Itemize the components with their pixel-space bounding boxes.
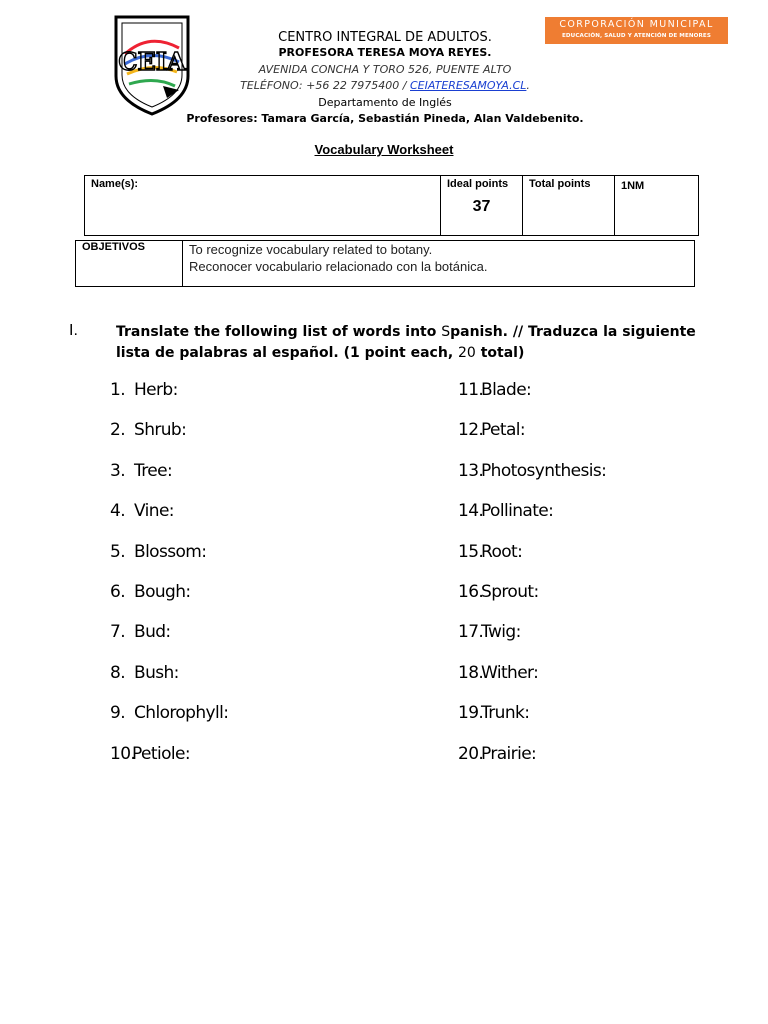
objectives-label: OBJETIVOS bbox=[76, 241, 183, 287]
instruction-part-1: Translate the following list of words into bbox=[116, 324, 442, 340]
vocabulary-word: Trunk: bbox=[481, 703, 530, 724]
vocabulary-word: Bush: bbox=[134, 662, 179, 683]
vocabulary-word: Vine: bbox=[134, 501, 174, 522]
vocabulary-word: Prairie: bbox=[481, 743, 537, 764]
corporacion-logo-line1: CORPORACIÓN MUNICIPAL bbox=[559, 19, 714, 30]
vocabulary-number: 14. bbox=[458, 501, 484, 522]
vocabulary-word: Blossom: bbox=[134, 541, 207, 562]
corporacion-logo-line2: EDUCACIÓN, SALUD Y ATENCIÓN DE MENORES bbox=[562, 33, 711, 39]
vocabulary-word: Petiole: bbox=[132, 743, 191, 764]
ceia-logo-letters: CEIA bbox=[118, 47, 186, 76]
vocabulary-word: Blade: bbox=[481, 380, 532, 400]
school-address: AVENIDA CONCHA Y TORO 526, PUENTE ALTO bbox=[258, 63, 512, 76]
vocabulary-number: 2. bbox=[110, 420, 126, 441]
student-info-table bbox=[84, 175, 699, 236]
vocabulary-number: 8. bbox=[110, 662, 126, 683]
school-contact bbox=[190, 79, 580, 92]
vocabulary-number: 20. bbox=[458, 743, 484, 764]
teachers-list: Profesores: Tamara García, Sebastián Pineda, Alan Valdebenito. bbox=[186, 112, 584, 125]
vocabulary-word: Pollinate: bbox=[481, 501, 554, 522]
objectives-text bbox=[183, 241, 695, 287]
ideal-points-cell bbox=[441, 176, 523, 236]
vocabulary-word: Wither: bbox=[481, 662, 539, 683]
school-named-after: PROFESORA TERESA MOYA REYES. bbox=[278, 46, 492, 59]
total-points-cell[interactable] bbox=[523, 176, 615, 236]
vocabulary-number: 5. bbox=[110, 541, 126, 562]
names-cell[interactable] bbox=[85, 176, 441, 236]
vocabulary-number: 1. bbox=[110, 380, 126, 400]
vocabulary-word: Tree: bbox=[134, 460, 173, 481]
vocabulary-word: Twig: bbox=[481, 622, 521, 643]
vocabulary-number: 15. bbox=[458, 541, 484, 562]
objectives-table bbox=[75, 240, 695, 287]
vocabulary-word: Bud: bbox=[134, 622, 171, 643]
school-website-suffix: . bbox=[526, 79, 530, 92]
ideal-points-value: 37 bbox=[472, 198, 491, 215]
total-points-label: Total points bbox=[529, 178, 591, 190]
section-number: I. bbox=[69, 322, 78, 339]
instruction-part-2: S bbox=[441, 324, 451, 340]
vocabulary-word: Bough: bbox=[134, 582, 191, 602]
vocabulary-number: 7. bbox=[110, 622, 126, 643]
section-instruction bbox=[116, 322, 716, 364]
ideal-points-label: Ideal points bbox=[447, 178, 509, 190]
vocabulary-word: Petal: bbox=[481, 420, 526, 441]
vocabulary-number: 10. bbox=[110, 743, 136, 764]
vocabulary-word: Root: bbox=[481, 541, 523, 562]
department-name: Departamento de Inglés bbox=[318, 96, 452, 109]
vocabulary-number: 12. bbox=[458, 420, 484, 441]
vocabulary-number: 11. bbox=[458, 380, 484, 400]
instruction-part-4: 20 bbox=[458, 345, 476, 361]
vocabulary-number: 6. bbox=[110, 582, 126, 602]
objective-english: To recognize vocabulary related to botany. bbox=[189, 242, 433, 257]
vocabulary-word: Photosynthesis: bbox=[481, 460, 607, 481]
objective-spanish: Reconocer vocabulario relacionado con la botánica. bbox=[189, 259, 488, 274]
level-cell bbox=[615, 176, 699, 236]
vocabulary-number: 19. bbox=[458, 703, 484, 724]
level-label: 1NM bbox=[621, 180, 645, 192]
school-name: CENTRO INTEGRAL DE ADULTOS. bbox=[278, 30, 492, 45]
vocabulary-number: 13. bbox=[458, 460, 484, 481]
vocabulary-number: 3. bbox=[110, 460, 126, 481]
vocabulary-word: Chlorophyll: bbox=[134, 703, 229, 724]
school-phone: TELÉFONO: +56 22 7975400 / bbox=[240, 79, 410, 92]
worksheet-title: Vocabulary Worksheet bbox=[314, 142, 454, 157]
names-label: Name(s): bbox=[91, 178, 139, 190]
ceia-logo bbox=[113, 14, 191, 116]
vocabulary-word: Sprout: bbox=[481, 582, 539, 602]
instruction-part-3: panish. // Traduzca la siguiente lista de palabras al español. (1 point each, bbox=[116, 324, 696, 361]
vocabulary-number: 16. bbox=[458, 582, 484, 602]
vocabulary-number: 9. bbox=[110, 703, 126, 724]
vocabulary-number: 4. bbox=[110, 501, 126, 522]
vocabulary-word: Shrub: bbox=[134, 420, 187, 441]
vocabulary-number: 17. bbox=[458, 622, 484, 643]
school-website-link[interactable]: CEIATERESAMOYA.CL bbox=[410, 79, 527, 92]
vocabulary-number: 18. bbox=[458, 662, 484, 683]
vocabulary-word: Herb: bbox=[134, 380, 178, 400]
instruction-part-5: total) bbox=[475, 345, 525, 361]
